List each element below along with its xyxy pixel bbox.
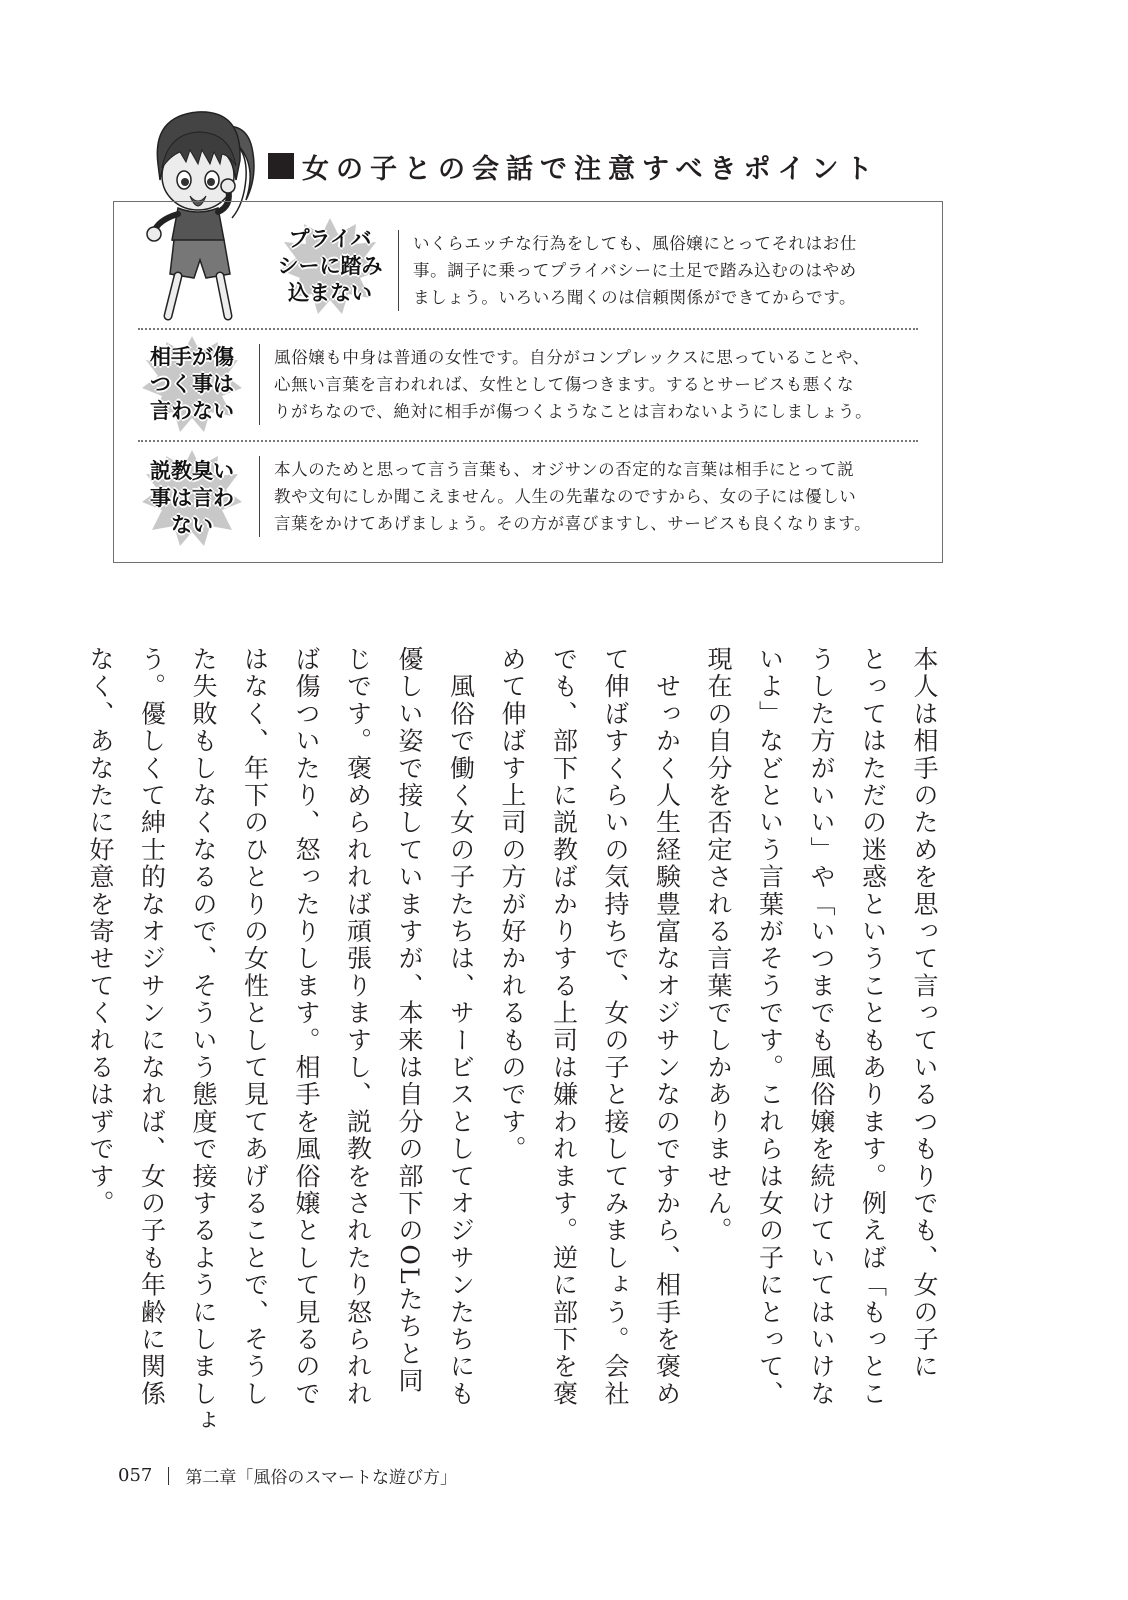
point-text: 本人のためと思って言う言葉も、オジサンの否定的な言葉は相手にとって説 教や文句にしか聞こえません。人生の先輩なのですから、女の子には優しい 言葉をかけてあげましょう。その方が喜びますし、サービスも良くなります。 [259,456,934,537]
point-no-hurt [114,330,942,442]
chapter-title: 第二章「風俗のスマートな遊び方」 [185,1468,458,1488]
point-label [132,342,252,426]
page-number: 057 [118,1465,153,1486]
point-label-text: プライバ シーに踏み 込まない [277,226,383,305]
point-no-lecture [114,442,942,562]
section-title: 女の子との会話で注意すべきポイント [302,153,880,185]
point-text: 風俗嬢も中身は普通の女性です。自分がコンプレックスに思っていることや、 心無い言葉を言われれば、女性として傷つきます。するとサービスも悪くな りがちなので、絶対に相手が傷つくようなことは言わないようにしましょう。 [259,344,934,425]
points-box [113,201,943,563]
heading-square-icon [268,153,294,179]
point-text: いくらエッチな行為をしても、風俗嬢にとってそれはお仕 事。調子に乗ってプライバシーに土足で踏み込むのはやめ ましょう。いろいろ聞くのは信頼関係ができてからです。 [398,230,933,311]
section-heading [268,146,879,186]
page-footer [118,1463,457,1488]
point-label-text: 説教臭い 事は言わ ない [150,458,234,537]
point-label [132,456,252,540]
footer-separator [168,1467,169,1485]
point-label [264,224,396,308]
main-body-text: 本人は相手のためを思って言っているつもりでも、女の子に とってはただの迷惑ということもあります。例えば「もっとこ うした方がいい」や「いつまでも風俗嬢を続けていてはいけな いよ」などという言葉がそうです。これらは女の子にとって、 現在の自分を否定される言葉でしかありません。 せっかく人生経験豊富なオジサンなのですから、相手を褒め て伸ばすくらいの気持ちで、女の子と接してみましょう。会社 でも、部下に説教ばかりする上司は嫌われます。逆に部下を褒 めて伸ばす上司の方が好かれるものです。 風俗で働く女の子たちは、サービスとしてオジサンたちにも 優しい姿で接していますが、本来は自分の部下のOLたちと同 じです。褒められれば頑張りますし、説教をされたり怒られれ ば傷ついたり、怒ったりします。相手を風俗嬢として見るので はなく、年下のひとりの女性として見てあげることで、そうし た失敗もしなくなるので、そういう態度で接するようにしましょ う。優しくて紳士的なオジサンになれば、女の子も年齢に関係 なく、あなたに好意を寄せてくれるはずです。 [86,646,939,1435]
point-privacy [114,202,942,330]
point-label-text: 相手が傷 つく事は 言わない [150,344,234,423]
